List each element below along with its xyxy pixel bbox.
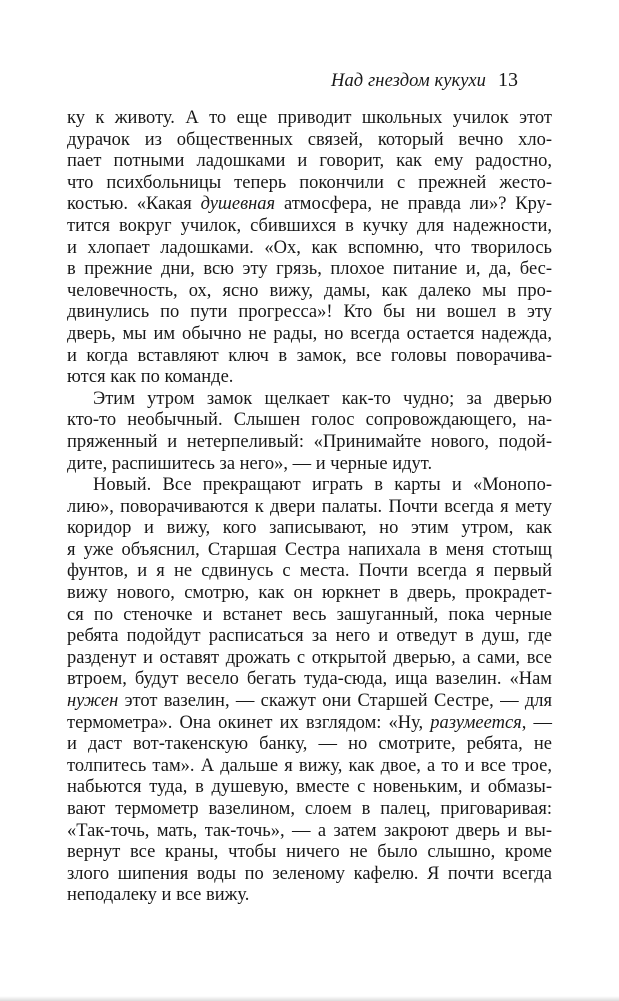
- text-segment: этот вазелин, — скажут они Старшей Сестре, — для: [118, 691, 552, 712]
- text-line: [67, 151, 552, 173]
- text-line: [67, 194, 552, 216]
- text-line: [67, 734, 552, 756]
- text-line: [67, 367, 552, 389]
- text-segment: ются как по команде.: [67, 367, 234, 388]
- text-segment: термометра». Она окинет их взглядом: «Ну,: [67, 712, 431, 733]
- text-segment: , —: [521, 712, 552, 733]
- paragraph: [67, 389, 552, 475]
- text-line: [67, 648, 552, 670]
- page-bottom-edge: [0, 996, 619, 1001]
- page-number: 13: [498, 69, 518, 91]
- text-line: [67, 561, 552, 583]
- text-segment: в прежние дни, всю эту грязь, плохое питание и, да, бес-: [67, 259, 552, 280]
- text-line: [67, 259, 552, 281]
- text-segment: пает потными ладошками и говорит, как ему радостно,: [67, 151, 552, 172]
- text-line: [67, 216, 552, 238]
- text-line: [67, 410, 552, 432]
- text-line: [67, 108, 552, 130]
- text-segment: и даст вот-такенскую банку, — но смотрите, ребята, не: [67, 734, 552, 755]
- text-segment: вижу нового, смотрю, как он юркнет в дверь, прокрадет-: [67, 583, 552, 604]
- text-line: [67, 821, 552, 843]
- text-segment: втроем, будут весело бегать туда-сюда, ища вазелин. «Нам: [67, 669, 552, 690]
- text-segment: дурачок из общественных связей, который вечно хло-: [67, 129, 552, 150]
- text-line: [67, 691, 552, 713]
- text-segment: тится вокруг училок, сбившихся в кучку для надежности,: [67, 215, 552, 236]
- text-line: [67, 540, 552, 562]
- italic-text: разумеется: [430, 712, 522, 733]
- text-segment: ся по стеночке и встанет весь зашуганный, пока черные: [67, 604, 552, 625]
- paragraph: [67, 475, 552, 907]
- text-line: [67, 346, 552, 368]
- text-line: [67, 885, 552, 907]
- text-line: [67, 432, 552, 454]
- text-line: [67, 583, 552, 605]
- text-line: [67, 626, 552, 648]
- page-header: [67, 69, 518, 92]
- text-segment: ку к животу. А то еще приводит школьных училок этот: [67, 108, 552, 128]
- text-segment: костью. «Какая: [67, 194, 201, 215]
- text-segment: дверь, мы им обычно не рады, но всегда остается надежда,: [67, 323, 552, 344]
- text-line: [67, 130, 552, 152]
- text-segment: «Так-точь, мать, так-точь», — а затем закроют дверь и вы-: [67, 820, 552, 841]
- text-line: [67, 324, 552, 346]
- text-line: [67, 518, 552, 540]
- text-line: [67, 842, 552, 864]
- text-line: [67, 475, 552, 497]
- text-body: [67, 108, 552, 907]
- text-segment: коридор и вижу, кого записывают, но этим утром, как: [67, 518, 552, 539]
- text-line: [67, 389, 552, 411]
- text-line: [67, 281, 552, 303]
- text-line: [67, 173, 552, 195]
- text-segment: что психбольницы теперь покончили с прежней жесто-: [67, 172, 552, 193]
- text-segment: набьются туда, в душевую, вместе с новеньким, и обмазы-: [67, 777, 552, 798]
- text-segment: атмосфера, не правда ли»? Кру-: [275, 194, 552, 215]
- text-segment: Этим утром замок щелкает как-то чудно; за дверью: [93, 388, 552, 409]
- text-segment: пряженный и нетерпеливый: «Принимайте нового, подой-: [67, 431, 552, 452]
- italic-text: душевная: [200, 194, 276, 215]
- text-segment: ребята подойдут расписаться за него и отведут в душ, где: [67, 626, 552, 647]
- text-segment: лию», поворачиваются к двери палаты. Почти всегда я мету: [67, 496, 552, 517]
- text-segment: двинулись по пути прогресса»! Кто бы ни вошел в эту: [67, 302, 552, 323]
- text-segment: Новый. Все прекращают играть в карты и «Монопо-: [93, 475, 552, 496]
- text-segment: кто-то необычный. Слышен голос сопровождающего, на-: [67, 410, 552, 431]
- text-segment: и хлопает ладошками. «Ох, как вспомню, что творилось: [67, 237, 552, 258]
- text-line: [67, 777, 552, 799]
- text-line: [67, 799, 552, 821]
- italic-text: нужен: [67, 691, 119, 712]
- text-segment: злого шипения воды по зеленому кафелю. Я почти всегда: [67, 863, 552, 884]
- text-segment: вернут все краны, чтобы ничего не было слышно, кроме: [67, 842, 552, 863]
- running-title: Над гнездом кукухи: [330, 71, 486, 91]
- text-line: [67, 302, 552, 324]
- text-segment: фунтов, и я не сдвинусь с места. Почти всегда я первый: [67, 561, 552, 582]
- text-line: [67, 497, 552, 519]
- text-line: [67, 605, 552, 627]
- text-line: [67, 756, 552, 778]
- text-line: [67, 238, 552, 260]
- text-segment: неподалеку и все вижу.: [67, 885, 250, 906]
- text-segment: я уже объяснил, Старшая Сестра напихала в меня стотыщ: [67, 539, 552, 560]
- text-segment: разденут и оставят дрожать с открытой дверью, а сами, все: [67, 647, 552, 668]
- text-segment: толпитесь там». А дальше я вижу, как двое, а то и все трое,: [67, 755, 552, 776]
- paragraph: [67, 108, 552, 389]
- text-line: [67, 713, 552, 735]
- text-segment: и когда вставляют ключ в замок, все головы поворачива-: [67, 345, 552, 366]
- text-segment: вают термометр вазелином, слоем в палец, приговаривая:: [67, 799, 552, 819]
- text-line: [67, 669, 552, 691]
- text-segment: человечность, ох, ясно вижу, дамы, как далеко мы про-: [67, 280, 552, 301]
- text-line: [67, 864, 552, 886]
- text-segment: дите, распишитесь за него», — и черные идут.: [67, 453, 433, 474]
- text-line: [67, 454, 552, 476]
